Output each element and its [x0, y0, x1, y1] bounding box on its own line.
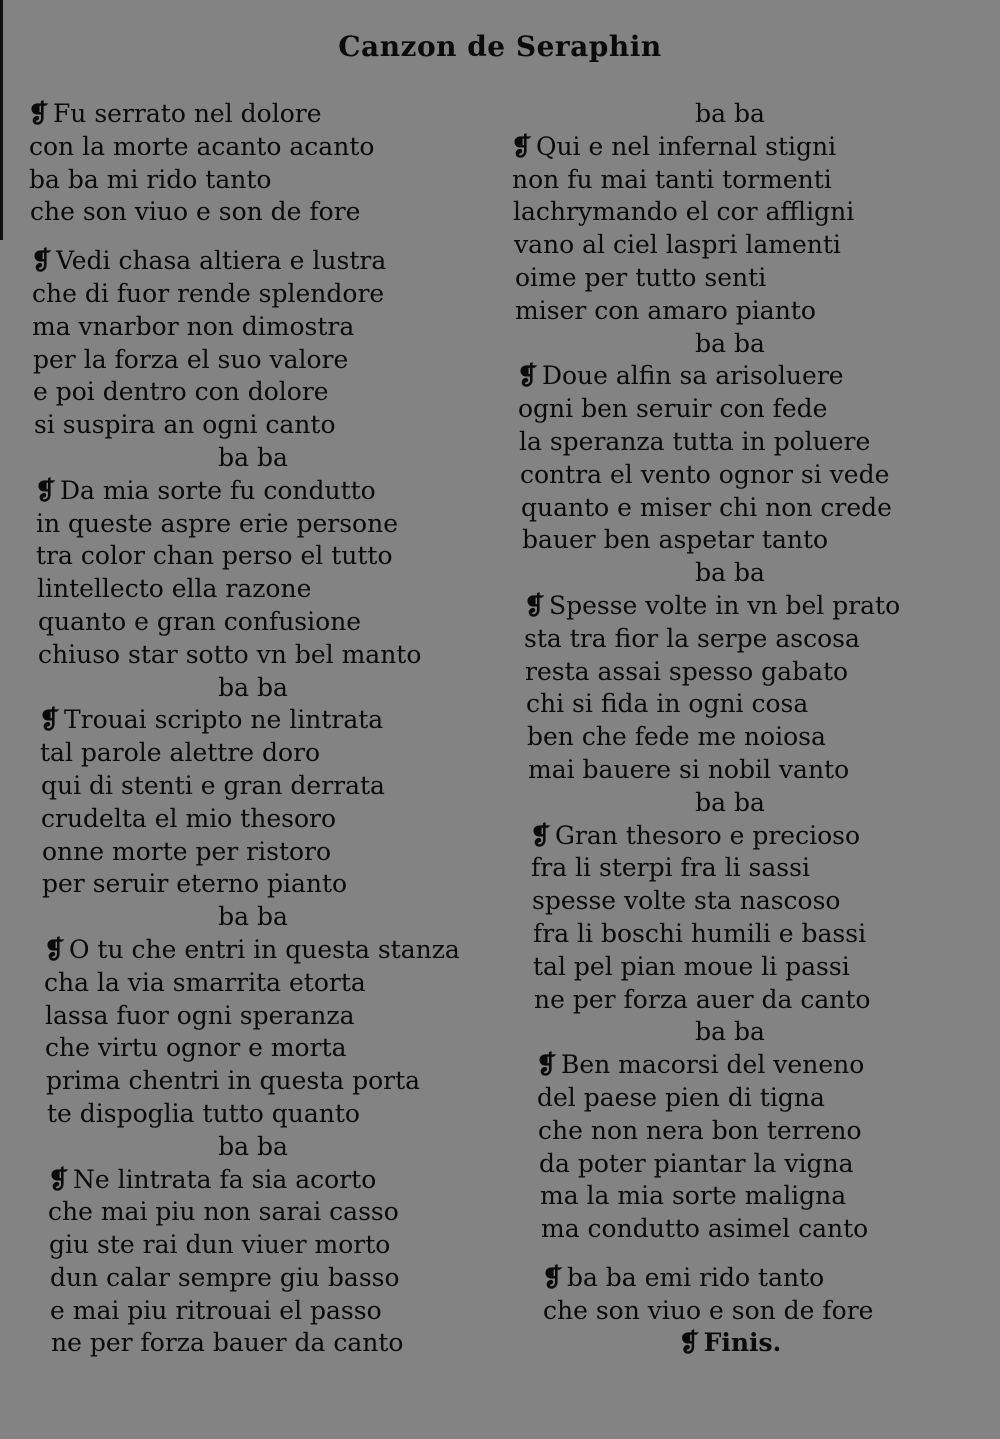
verse-text: e poi dentro con dolore — [33, 377, 329, 407]
verse-line — [28, 606, 478, 639]
verse-text: onne morte per ristoro — [42, 836, 332, 866]
paragraph-mark-icon: ❡ — [28, 99, 49, 128]
verse-line — [28, 409, 478, 442]
verse-text: chiuso star sotto vn bel manto — [38, 639, 422, 669]
verse-line — [510, 295, 950, 328]
verse-line — [510, 688, 950, 721]
verse-text: tal pel pian moue li passi — [533, 951, 850, 981]
verse-text: del paese pien di tigna — [537, 1082, 825, 1112]
stanza-first-line — [28, 704, 478, 737]
verse-line — [510, 1115, 950, 1148]
verse-text: Finis. — [703, 1328, 782, 1358]
verse-text: miser con amaro pianto — [515, 295, 816, 325]
verse-text: fra li sterpi fra li sassi — [531, 853, 810, 883]
paragraph-mark-icon: ❡ — [517, 361, 538, 391]
verse-text: sta tra fior la serpe ascosa — [524, 623, 860, 653]
verse-line — [28, 1032, 478, 1065]
verse-line — [28, 164, 478, 197]
paragraph-mark-icon: ❡ — [536, 1050, 557, 1080]
paragraph-mark-icon: ❡ — [35, 475, 56, 505]
stanza-first-line — [510, 131, 950, 164]
verse-text: per seruir eterno pianto — [42, 869, 348, 899]
stanza-first-line — [28, 245, 478, 278]
verse-text: Fu serrato nel dolore — [52, 99, 322, 128]
verse-line — [510, 164, 950, 197]
paragraph-mark-icon: ❡ — [530, 820, 551, 850]
verse-text: che virtu ognor e morta — [45, 1033, 347, 1063]
verse-text: che son viuo e son de fore — [30, 197, 361, 227]
stanza-first-line — [28, 475, 478, 508]
verse-text: ba ba — [695, 787, 765, 817]
verse-line — [28, 803, 478, 836]
verse-line — [510, 229, 950, 262]
verse-text: prima chentri in questa porta — [46, 1066, 421, 1096]
verse-text: che non nera bon terreno — [538, 1115, 862, 1145]
paragraph-mark-icon: ❡ — [48, 1164, 69, 1194]
paragraph-mark-icon: ❡ — [511, 131, 532, 161]
stanza-first-line — [510, 1049, 950, 1082]
verse-text: ma la mia sorte maligna — [540, 1181, 847, 1211]
stanza-first-line — [28, 934, 478, 967]
verse-text: ne per forza auer da canto — [534, 984, 871, 1014]
verse-text: contra el vento ognor si vede — [520, 459, 890, 489]
verse-text: ba ba — [218, 1131, 288, 1161]
verse-line — [28, 376, 478, 409]
verse-line — [28, 1327, 478, 1360]
stanza-gap — [510, 1246, 950, 1262]
refrain-line — [510, 787, 950, 820]
verse-text: Doue alfin sa arisoluere — [541, 361, 844, 391]
stanza-first-line — [510, 820, 950, 853]
verse-text: fra li boschi humili e bassi — [533, 918, 867, 948]
verse-text: te dispoglia tutto quanto — [47, 1098, 360, 1128]
verse-line — [28, 836, 478, 869]
paragraph-mark-icon: ❡ — [542, 1262, 563, 1292]
verse-text: cha la via smarrita etorta — [44, 967, 366, 997]
verse-text: non fu mai tanti tormenti — [512, 164, 832, 194]
left-column — [28, 98, 478, 1360]
verse-text: quanto e miser chi non crede — [521, 492, 892, 522]
stanza-first-line — [510, 590, 950, 623]
verse-text: ba ba — [218, 672, 288, 702]
verse-text: giu ste rai dun viuer morto — [49, 1230, 391, 1260]
stanza-first-line — [28, 1164, 478, 1197]
verse-text: spesse volte sta nascoso — [532, 886, 841, 916]
verse-line — [510, 1295, 950, 1328]
verse-line — [28, 344, 478, 377]
verse-text: che di fuor rende splendore — [32, 278, 385, 308]
verse-line — [28, 1000, 478, 1033]
verse-text: ba ba — [218, 902, 288, 932]
verse-text: con la morte acanto acanto — [29, 131, 375, 161]
verse-text: per la forza el suo valore — [33, 344, 349, 374]
verse-line — [510, 1148, 950, 1181]
verse-text: O tu che entri in questa stanza — [68, 934, 460, 964]
verse-text: ogni ben seruir con fede — [518, 394, 828, 424]
right-column — [510, 98, 950, 1360]
verse-text: ba ba — [695, 328, 765, 358]
verse-line — [510, 426, 950, 459]
verse-line — [28, 1098, 478, 1131]
verse-text: chi si fida in ogni cosa — [526, 689, 809, 719]
verse-line — [28, 131, 478, 164]
verse-line — [28, 1196, 478, 1229]
verse-text: ne per forza bauer da canto — [51, 1328, 404, 1358]
verse-line — [28, 1295, 478, 1328]
verse-line — [510, 623, 950, 656]
verse-text: che son viuo e son de fore — [543, 1295, 874, 1325]
verse-text: ba ba emi rido tanto — [566, 1262, 825, 1292]
refrain-line — [510, 557, 950, 590]
verse-line — [510, 524, 950, 557]
refrain-line — [28, 901, 478, 934]
verse-line — [510, 1213, 950, 1246]
verse-text: Gran thesoro e precioso — [554, 820, 861, 850]
verse-line — [510, 852, 950, 885]
verse-text: lachrymando el cor affligni — [513, 197, 855, 227]
verse-line — [510, 459, 950, 492]
colophon-line — [510, 1327, 950, 1360]
stanza-first-line — [510, 1262, 950, 1295]
verse-line — [28, 196, 478, 229]
paragraph-mark-icon: ❡ — [524, 590, 545, 620]
verse-line — [28, 573, 478, 606]
verse-line — [510, 196, 950, 229]
verse-line — [510, 262, 950, 295]
verse-text: ba ba — [218, 442, 288, 472]
verse-text: Da mia sorte fu condutto — [59, 475, 376, 505]
verse-text: ba ba — [695, 1017, 765, 1047]
verse-line — [28, 508, 478, 541]
verse-line — [510, 656, 950, 689]
verse-line — [510, 754, 950, 787]
verse-text: ba ba mi rido tanto — [29, 164, 272, 194]
verse-text: ba ba — [695, 99, 765, 128]
verse-text: ma vnarbor non dimostra — [32, 311, 355, 341]
verse-text: la speranza tutta in poluere — [519, 426, 871, 456]
page-title: Canzon de Seraphin — [338, 30, 662, 63]
verse-text: Trouai scripto ne lintrata — [63, 705, 384, 735]
verse-text: tra color chan perso el tutto — [36, 541, 393, 571]
verse-line — [510, 721, 950, 754]
refrain-line — [510, 1016, 950, 1049]
stanza-gap — [28, 229, 478, 245]
verse-line — [510, 1180, 950, 1213]
verse-text: che mai piu non sarai casso — [48, 1197, 399, 1227]
verse-line — [28, 278, 478, 311]
refrain-line — [28, 672, 478, 705]
verse-text: resta assai spesso gabato — [525, 656, 849, 686]
verse-text: da poter piantar la vigna — [539, 1148, 854, 1178]
verse-text: Qui e nel infernal stigni — [535, 131, 837, 161]
verse-line — [28, 1262, 478, 1295]
verse-text: quanto e gran confusione — [38, 606, 362, 636]
verse-text: oime per tutto senti — [515, 262, 767, 292]
verse-line — [28, 967, 478, 1000]
paragraph-mark-icon: ❡ — [678, 1328, 700, 1358]
verse-text: bauer ben aspetar tanto — [522, 525, 829, 555]
verse-text: Ben macorsi del veneno — [560, 1050, 865, 1080]
stanza-first-line — [510, 360, 950, 393]
verse-line — [510, 984, 950, 1017]
paragraph-mark-icon: ❡ — [31, 246, 52, 276]
verse-text: ba ba — [695, 558, 765, 588]
verse-text: ben che fede me noiosa — [527, 722, 826, 752]
verse-text: dun calar sempre giu basso — [50, 1262, 400, 1292]
verse-text: Vedi chasa altiera e lustra — [55, 246, 387, 276]
verse-line — [510, 885, 950, 918]
verse-line — [28, 1229, 478, 1262]
verse-line — [510, 492, 950, 525]
verse-text: si suspira an ogni canto — [34, 410, 336, 440]
verse-line — [28, 540, 478, 573]
verse-line — [510, 951, 950, 984]
refrain-line — [510, 328, 950, 361]
verse-text: vano al ciel laspri lamenti — [514, 230, 841, 260]
verse-line — [28, 639, 478, 672]
refrain-line — [510, 98, 950, 131]
verse-line — [510, 1082, 950, 1115]
verse-line — [510, 393, 950, 426]
verse-line — [510, 918, 950, 951]
verse-text: Spesse volte in vn bel prato — [548, 590, 901, 620]
paragraph-mark-icon: ❡ — [44, 934, 65, 964]
verse-text: e mai piu ritrouai el passo — [50, 1295, 382, 1325]
stanza-first-line — [28, 98, 478, 131]
verse-text: ma condutto asimel canto — [541, 1214, 869, 1244]
refrain-line — [28, 1131, 478, 1164]
verse-text: lassa fuor ogni speranza — [45, 1000, 355, 1030]
verse-text: qui di stenti e gran derrata — [41, 770, 385, 800]
verse-line — [28, 311, 478, 344]
verse-text: crudelta el mio thesoro — [41, 803, 337, 833]
verse-text: in queste aspre erie persone — [36, 508, 398, 538]
verse-text: mai bauere si nobil vanto — [528, 754, 850, 784]
verse-line — [28, 1065, 478, 1098]
verse-line — [28, 770, 478, 803]
verse-line — [28, 868, 478, 901]
verse-text: lintellecto ella razone — [37, 574, 312, 604]
verse-line — [28, 737, 478, 770]
refrain-line — [28, 442, 478, 475]
verse-text: tal parole alettre doro — [40, 738, 321, 768]
verse-text: Ne lintrata fa sia acorto — [72, 1164, 377, 1194]
paragraph-mark-icon: ❡ — [39, 705, 60, 735]
